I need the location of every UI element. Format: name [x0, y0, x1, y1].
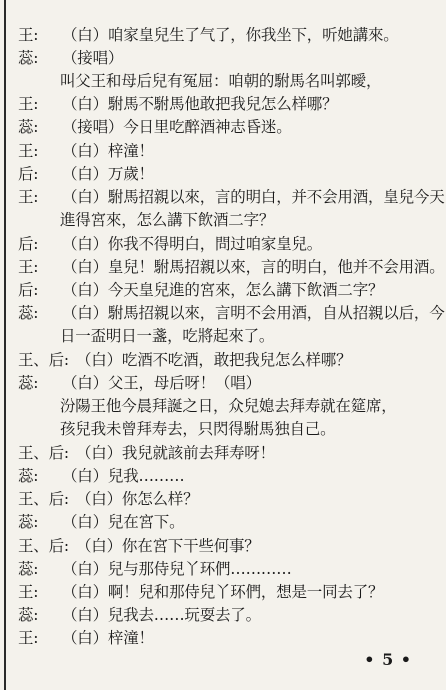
dialogue-text: （白）梓潼！ — [62, 142, 154, 160]
script-line — [0, 70, 446, 93]
script-line — [0, 209, 446, 232]
dialogue-text: （白）你在宮下干些何事？ — [76, 537, 260, 555]
dialogue-text: （白）父王，母后呀！（唱） — [62, 374, 261, 392]
dialogue-text: （接唱）今日里吃醉酒神志昏迷。 — [62, 118, 292, 136]
dialogue-text: （白）兒我去……玩耍去了。 — [62, 606, 261, 624]
dialogue-text: （白）万歲！ — [62, 165, 154, 183]
speaker-label: 蕊: — [18, 606, 39, 624]
dialogue-text: （白）皇兒！駙馬招親以來，言的明白，他并不会用酒。 — [62, 258, 445, 276]
speaker-label: 王、后: — [18, 444, 69, 462]
dialogue-text: （白）我兒就該前去拜寿呀！ — [76, 444, 275, 462]
speaker-label: 蕊: — [18, 49, 39, 67]
speaker-label: 蕊: — [18, 374, 39, 392]
dialogue-text: （白）你我不得明白，問过咱家皇兒。 — [62, 235, 323, 253]
dialogue-text: （白）駙馬不駙馬他敢把我兒怎么样哪？ — [62, 95, 338, 113]
speaker-label: 王: — [18, 583, 39, 601]
script-line — [0, 349, 446, 372]
speaker-label: 王、后: — [18, 490, 69, 508]
speaker-label: 后: — [18, 165, 39, 183]
page-number: • 5 • — [364, 650, 412, 669]
speaker-label: 王: — [18, 188, 39, 206]
speaker-label: 王: — [18, 142, 39, 160]
dialogue-text: （白）駙馬招親以來，言的明白，并不会用酒，皇兒今天 — [62, 188, 445, 206]
continuation-text: 進得宮來，怎么講下飲酒二字？ — [60, 211, 275, 229]
script-line — [0, 558, 446, 581]
speaker-label: 王、后: — [18, 537, 69, 555]
speaker-label: 蕊: — [18, 560, 39, 578]
continuation-text: 日一盃明日一盞，吃將起來了。 — [60, 327, 275, 345]
script-line — [0, 47, 446, 70]
script-line — [0, 442, 446, 465]
script-line — [0, 24, 446, 47]
dialogue-text: （白）梓潼！ — [62, 629, 154, 647]
script-line — [0, 418, 446, 441]
dialogue-text: （接唱） — [62, 49, 124, 67]
script-line — [0, 325, 446, 348]
script-line — [0, 140, 446, 163]
speaker-label: 王: — [18, 26, 39, 44]
dialogue-text: （白）兒我……… — [62, 467, 185, 485]
speaker-label: 王、后: — [18, 351, 69, 369]
script-line — [0, 465, 446, 488]
script-line — [0, 256, 446, 279]
speaker-label: 蕊: — [18, 304, 39, 322]
dialogue-text: （白）今天皇兒進的宮來，怎么講下飲酒二字？ — [62, 281, 384, 299]
script-line — [0, 627, 446, 650]
speaker-label: 后: — [18, 281, 39, 299]
lyric-text: 孩兒我未曾拜寿去，只閃得駙馬独自己。 — [60, 420, 336, 438]
speaker-label: 王: — [18, 258, 39, 276]
speaker-label: 王: — [18, 95, 39, 113]
script-line — [0, 279, 446, 302]
script-line — [0, 395, 446, 418]
dialogue-text: （白）兒与那侍兒丫环們………… — [62, 560, 292, 578]
speaker-label: 后: — [18, 235, 39, 253]
speaker-label: 蕊: — [18, 467, 39, 485]
dialogue-text: （白）你怎么样？ — [76, 490, 199, 508]
script-line — [0, 581, 446, 604]
script-line — [0, 488, 446, 511]
script-line — [0, 372, 446, 395]
script-line — [0, 535, 446, 558]
speaker-label: 蕊: — [18, 118, 39, 136]
dialogue-text: （白）咱家皇兒生了气了，你我坐下，听她講來。 — [62, 26, 399, 44]
dialogue-text: （白）啊！兒和那侍兒丫环們，想是一同去了？ — [62, 583, 384, 601]
speaker-label: 蕊: — [18, 513, 39, 531]
lyric-text: 汾陽王他今晨拜誕之日，众兒媳去拜寿就在筵席， — [60, 397, 397, 415]
dialogue-text: （白）兒在宮下。 — [62, 513, 185, 531]
script-line — [0, 604, 446, 627]
script-line — [0, 302, 446, 325]
script-line — [0, 93, 446, 116]
script-line — [0, 163, 446, 186]
lyric-text: 叫父王和母后兒有冤屈：咱朝的駙馬名叫郭曖， — [60, 72, 382, 90]
script-line — [0, 186, 446, 209]
script-line — [0, 511, 446, 534]
dialogue-text: （白）駙馬招親以來，言明不会用酒，自从招親以后，今 — [62, 304, 445, 322]
dialogue-text: （白）吃酒不吃酒，敢把我兒怎么样哪？ — [76, 351, 352, 369]
script-line — [0, 116, 446, 139]
speaker-label: 王: — [18, 629, 39, 647]
script-line — [0, 233, 446, 256]
